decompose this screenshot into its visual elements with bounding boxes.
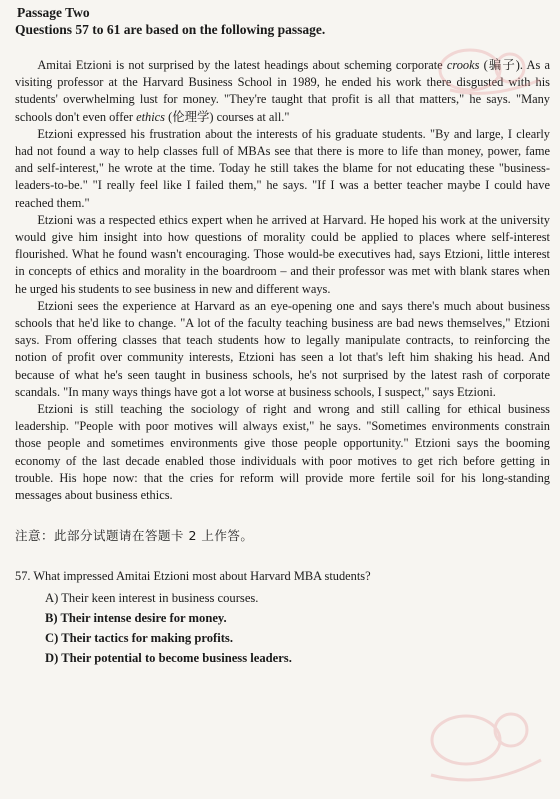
- paragraph-4: Etzioni sees the experience at Harvard as an eye-opening one and says there's much about business schools that he'd like to change. "A lot of the faculty teaching business are bad news themselves," Etzioni says. From offering classes that teach students how to legally manipulate contracts, to reinforcing the notion of profit over community interests, Etzioni has seen a lot that's left him shaking his head. And because of what he's seen taught in business schools, he's not surprised by the latest rash of corporate scandals. "In many ways things have got a lot worse at business schools, I suspect," says Etzioni.: [15, 298, 550, 399]
- option-c: C) Their tactics for making profits.: [45, 631, 233, 646]
- paragraph-1: Amitai Etzioni is not surprised by the latest headings about scheming corporate crooks (骗子). As a visiting professor at the Harvard Business School in 1989, he ended his work there disgusted with his students' overwhelming lust for money. "They're taught that profit is all that matters," he says. "Many schools don't even offer ethics (伦理学) courses at all.": [15, 58, 550, 124]
- paragraph-5: Etzioni is still teaching the sociology of right and wrong and still calling for ethical business leadership. "People with poor motives will always exist," he says. "Sometimes environments constrain those people and sometimes environments give those people opportunity." Etzioni says the booming economy of the last decade enabled those individuals with poor motives to get rich before getting in trouble. His hope now: that the cries for reform will provide more fertile soil for his long-standing messages about business ethics.: [15, 402, 550, 503]
- option-a: A) Their keen interest in business courses.: [45, 591, 259, 606]
- passage-subtitle: Questions 57 to 61 are based on the following passage.: [15, 22, 326, 37]
- answer-sheet-notice: 注意：此部分试题请在答题卡 2 上作答。: [15, 528, 254, 544]
- paragraph-3: Etzioni was a respected ethics expert when he arrived at Harvard. He hoped his work at the university would give him insight into how questions of morality could be applied to places where self-interest flourished. What he found wasn't encouraging. Those would-be executives had, says Etzioni, little interest in concepts of ethics and morality in the boardroom – and their professor was met with blank stares when he urged his students to see business in new and different ways.: [15, 212, 550, 296]
- italic-word-crooks: crooks: [446, 58, 480, 72]
- passage-body: [15, 57, 550, 504]
- passage-title: Passage Two: [17, 5, 90, 20]
- paragraph-2: Etzioni expressed his frustration about the interests of his graduate students. "By and large, I clearly had not found a way to help classes full of MBAs see that there is more to life than money, power, fame and self-interest," he wrote at the time. Today he still takes the blame for not educating these "business-leaders-to-be." "I really feel like I failed them," he says. "If I was a better teacher maybe I could have reached them.": [15, 126, 550, 210]
- answer-options: [15, 588, 550, 668]
- option-b: B) Their intense desire for money.: [45, 611, 227, 626]
- question-57: 57. What impressed Amitai Etzioni most about Harvard MBA students?: [15, 569, 371, 584]
- italic-word-ethics: ethics: [136, 109, 165, 124]
- option-d: D) Their potential to become business leaders.: [45, 651, 292, 666]
